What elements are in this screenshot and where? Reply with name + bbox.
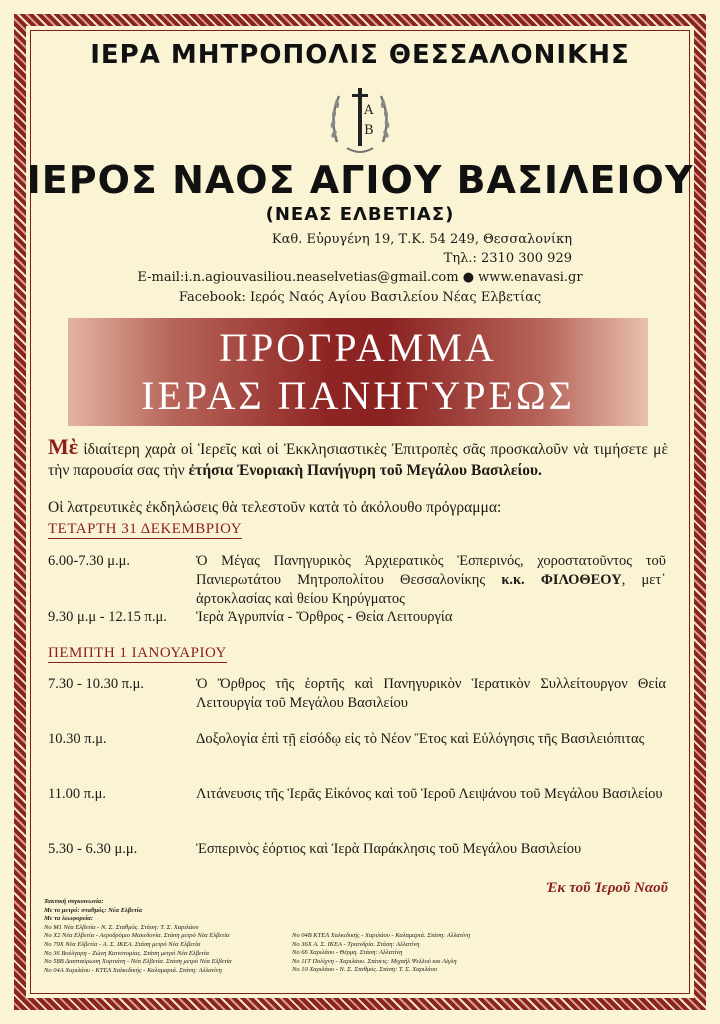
phone: Τηλ.: 2310 300 929 bbox=[443, 251, 572, 266]
transport-column-2 bbox=[292, 932, 542, 975]
event-description: Λιτάνευσις τῆς Ἱερᾶς Εἰκόνος καὶ τοῦ Ἱεροῦ Λειψάνου τοῦ Μεγάλου Βασιλείου bbox=[196, 786, 663, 802]
church-emblem-icon bbox=[327, 82, 393, 156]
day-heading-2: ΠΕΜΠΤΗ 1 ΙΑΝΟΥΑΡΙΟΥ bbox=[48, 645, 227, 661]
transport-column-1 bbox=[44, 898, 289, 975]
event-time: 7.30 - 10.30 π.μ. bbox=[48, 676, 145, 692]
event-description: Ὁ Μέγας Πανηγυρικὸς Ἀρχιερατικὸς Ἑσπερινός, χοροστατοῦντος τοῦ Πανιερωτάτου Μητροπολίτου Θεσσαλονίκης κ.κ. ΦΙΛΟΘΕΟΥ, μετ᾽ ἀρτοκλασίας καὶ θείου Κηρύγματος bbox=[196, 553, 667, 607]
event-time: 10.30 π.μ. bbox=[48, 731, 107, 747]
event-time: 5.30 - 6.30 μ.μ. bbox=[48, 841, 138, 857]
banner-line-1: ΠΡΟΓΡΑΜΜΑ bbox=[219, 325, 497, 370]
bus-line: Νο 10 Χαριλάου - Ν. Σ. Σταθμός. Στάση: Τ. Σ. Χαριλάου bbox=[292, 966, 438, 974]
church-subtitle: (ΝΕΑΣ ΕΛΒΕΤΙΑΣ) bbox=[265, 204, 455, 225]
invitation-bold: ἐτήσια Ἐνοριακὴ Πανήγυρη τοῦ Μεγάλου Βασιλείου. bbox=[188, 462, 542, 479]
event-time: 9.30 μ.μ - 12.15 π.μ. bbox=[48, 609, 167, 625]
banner-line-2: ΙΕΡΑΣ ΠΑΝΗΓΥΡΕΩΣ bbox=[141, 373, 575, 418]
bus-line: Νο 11Τ Πολίχνη - Χαριλάου. Στάσεις: Μιχαήλ Ψελλού και Αίγλη bbox=[292, 957, 457, 965]
transport-bus-heading: Με τα λεωφορεία: bbox=[44, 915, 93, 923]
bus-line: Νο 04Β ΚΤΕΛ Χαλκιδικής - Χαριλάου - Καλαμαριά. Στάση: Αλλατίνη bbox=[292, 932, 470, 939]
bus-line: Νο 36 Βούλγαρη - Ζώνη Καινοτομίας. Στάση μετρό Νέα Ελβετία bbox=[44, 949, 210, 957]
day-heading-1: ΤΕΤΑΡΤΗ 31 ΔΕΚΕΜΒΡΙΟΥ bbox=[48, 521, 243, 537]
program-intro-line: Οἱ λατρευτικὲς ἐκδηλώσεις θὰ τελεστοῦν κατὰ τὸ ἀκόλουθο πρόγραμμα: bbox=[48, 499, 502, 516]
facebook-line[interactable]: Facebook: Ιερός Ναός Αγίου Βασιλείου Νέας Ελβετίας bbox=[178, 290, 542, 305]
emblem-letter-alpha: Α bbox=[364, 103, 374, 118]
metropolis-title: ΙΕΡΑ ΜΗΤΡΟΠΟΛΙΣ ΘΕΣΣΑΛΟΝΙΚΗΣ bbox=[90, 40, 630, 70]
invitation-text bbox=[48, 436, 668, 481]
bus-line: Νο 58Β Διασταύρωση Χορτιάτη - Νέα Ελβετία. Στάση μετρό Νέα Ελβετία bbox=[44, 958, 232, 966]
invitation-body: ἰδιαίτερη χαρὰ οἱ Ἱερεῖς καὶ οἱ Ἐκκλησιαστικὲς Ἐπιτροπὲς σᾶς προσκαλοῦν νὰ τιμήσετε μὲ τὴν παρουσία σας τὴν bbox=[48, 441, 668, 479]
event-time: 6.00-7.30 μ.μ. bbox=[48, 553, 131, 569]
transport-heading: Τακτική συγκοινωνία: bbox=[44, 898, 104, 905]
bus-line: Νο Χ2 Νέα Ελβετία - Αεροδρόμιο Μακεδονία. Στάση μετρό Νέα Ελβετία bbox=[44, 932, 230, 940]
transport-metro: Με το μετρό: σταθμός: Νέα Ελβετία bbox=[44, 906, 143, 914]
address: Καθ. Εὐρυγένη 19, Τ.Κ. 54 249, Θεσσαλονίκη bbox=[271, 232, 572, 247]
event-description: Δοξολογία ἐπὶ τῇ εἰσόδῳ εἰς τὸ Νέον Ἔτος καὶ Εὐλόγησις τῆς Βασιλειόπιτας bbox=[196, 731, 645, 747]
email-website-line[interactable]: E-mail:i.n.agiouvasiliou.neaselvetias@gmail.com ● www.enavasi.gr bbox=[137, 270, 583, 285]
bus-line: Νο Μ1 Νέα Ελβετία - Ν. Σ. Σταθμός. Στάση: Τ. Σ. Χαριλάου bbox=[44, 923, 199, 931]
bus-line: Νο 66 Χαριλάου - Θέρμη. Στάση: Αλλατίνη bbox=[292, 949, 403, 957]
event-description: Ἑσπερινὸς ἑόρτιος καὶ Ἱερὰ Παράκλησις τοῦ Μεγάλου Βασιλείου bbox=[196, 841, 582, 857]
dropcap: Μὲ bbox=[48, 434, 79, 459]
church-name: ΙΕΡΟΣ ΝΑΟΣ ΑΓΙΟΥ ΒΑΣΙΛΕΙΟΥ bbox=[26, 158, 694, 202]
event-description: Ἱερὰ Ἀγρυπνία - Ὄρθρος - Θεία Λειτουργία bbox=[196, 609, 453, 625]
signoff: Ἐκ τοῦ Ἱεροῦ Ναοῦ bbox=[546, 880, 668, 896]
event-description: Ὁ Ὄρθρος τῆς ἑορτῆς καὶ Πανηγυρικὸν Ἱερατικὸν Συλλείτουργον Θεία Λειτουργία τοῦ Μεγάλου Βασιλείου bbox=[196, 676, 666, 711]
event-time: 11.00 π.μ. bbox=[48, 786, 107, 802]
bus-line: Νο 04Α Χαριλάου - ΚΤΕΛ Χαλκιδικής - Καλαμαριά. Στάση: Αλλατίνη bbox=[44, 966, 222, 974]
bus-line: Νο 79Χ Νέα Ελβετία - Α. Σ. ΙΚΕΑ. Στάση μετρό Νέα Ελβετία bbox=[44, 940, 201, 948]
program-banner bbox=[68, 318, 648, 426]
emblem-letter-beta: Β bbox=[364, 123, 374, 138]
bus-line: Νο 36Χ Α. Σ. ΙΚΕΑ - Τριανδρία. Στάση: Αλλατίνη bbox=[292, 940, 420, 948]
